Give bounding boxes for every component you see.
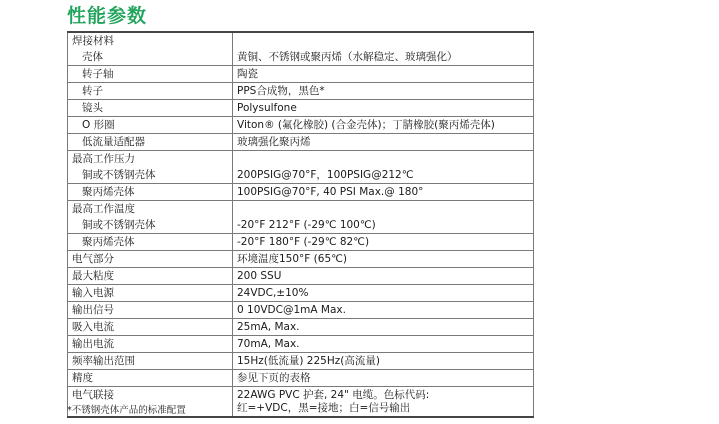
table-row <box>68 336 534 353</box>
spec-value: PPS合成物，黑色* <box>233 83 534 100</box>
spec-label: 最高工作压力 <box>68 151 233 168</box>
table-row <box>68 134 534 151</box>
spec-value: Viton® (氟化橡胶) (合金壳体)；丁腈橡胶(聚丙烯壳体) <box>233 117 534 134</box>
table-row <box>68 151 534 168</box>
spec-label: 输出信号 <box>68 302 233 319</box>
spec-label: 镜头 <box>68 100 233 117</box>
spec-value: 100PSIG@70°F, 40 PSI Max.@ 180° <box>233 184 534 201</box>
spec-label: 电气联接 <box>68 387 233 418</box>
table-row <box>68 370 534 387</box>
spec-value: 陶瓷 <box>233 66 534 83</box>
spec-value: 25mA, Max. <box>233 319 534 336</box>
spec-value: -20°F 180°F (-29℃ 82℃) <box>233 234 534 251</box>
spec-label: 聚丙烯壳体 <box>68 234 233 251</box>
spec-value <box>233 151 534 168</box>
table-row <box>68 83 534 100</box>
spec-label: 铜或不锈钢壳体 <box>68 217 233 234</box>
table-row <box>68 167 534 184</box>
table-row <box>68 234 534 251</box>
spec-label: 最大粘度 <box>68 268 233 285</box>
spec-label: 壳体 <box>68 49 233 66</box>
spec-value: 黄铜、不锈钢或聚丙烯（水解稳定、玻璃强化） <box>233 49 534 66</box>
table-row <box>68 100 534 117</box>
table-row <box>68 217 534 234</box>
spec-value: 0 10VDC@1mA Max. <box>233 302 534 319</box>
spec-value: 200PSIG@70°F，100PSIG@212℃ <box>233 167 534 184</box>
spec-value: 24VDC,±10% <box>233 285 534 302</box>
page-title: 性能参数 <box>67 5 148 27</box>
spec-value: Polysulfone <box>233 100 534 117</box>
footnote: *不锈钢壳体产品的标准配置 <box>67 405 186 416</box>
spec-label: 铜或不锈钢壳体 <box>68 167 233 184</box>
table-row <box>68 353 534 370</box>
table-row <box>68 117 534 134</box>
spec-label: 低流量适配器 <box>68 134 233 151</box>
table-row <box>68 184 534 201</box>
spec-value: 70mA, Max. <box>233 336 534 353</box>
spec-value-line: 红=+VDC，黑=接地；白=信号输出 <box>237 402 411 414</box>
spec-value-line: 22AWG PVC 护套, 24" 电缆。色标代码: <box>237 389 430 401</box>
table-row <box>68 319 534 336</box>
table-row <box>68 201 534 218</box>
spec-label: 焊接材料 <box>68 32 233 49</box>
spec-label: 转子轴 <box>68 66 233 83</box>
table-row <box>68 302 534 319</box>
spec-value: 玻璃强化聚丙烯 <box>233 134 534 151</box>
spec-value: 参见下页的表格 <box>233 370 534 387</box>
spec-value: 200 SSU <box>233 268 534 285</box>
spec-label: 精度 <box>68 370 233 387</box>
spec-label: 电气部分 <box>68 251 233 268</box>
spec-label: O 形圈 <box>68 117 233 134</box>
spec-value: 15Hz(低流量) 225Hz(高流量) <box>233 353 534 370</box>
spec-value <box>233 387 534 418</box>
spec-label: 转子 <box>68 83 233 100</box>
table-row <box>68 32 534 49</box>
table-row <box>68 268 534 285</box>
spec-value <box>233 201 534 218</box>
spec-value: 环境温度150°F (65℃) <box>233 251 534 268</box>
table-row <box>68 285 534 302</box>
spec-value: -20°F 212°F (-29℃ 100℃) <box>233 217 534 234</box>
spec-table-body <box>68 32 534 417</box>
spec-table <box>67 31 534 418</box>
spec-label: 输出电流 <box>68 336 233 353</box>
spec-label: 最高工作温度 <box>68 201 233 218</box>
table-row <box>68 251 534 268</box>
table-row <box>68 49 534 66</box>
table-row <box>68 66 534 83</box>
spec-label: 输入电源 <box>68 285 233 302</box>
spec-value <box>233 32 534 49</box>
spec-label: 频率输出范围 <box>68 353 233 370</box>
spec-label: 聚丙烯壳体 <box>68 184 233 201</box>
spec-label: 吸入电流 <box>68 319 233 336</box>
